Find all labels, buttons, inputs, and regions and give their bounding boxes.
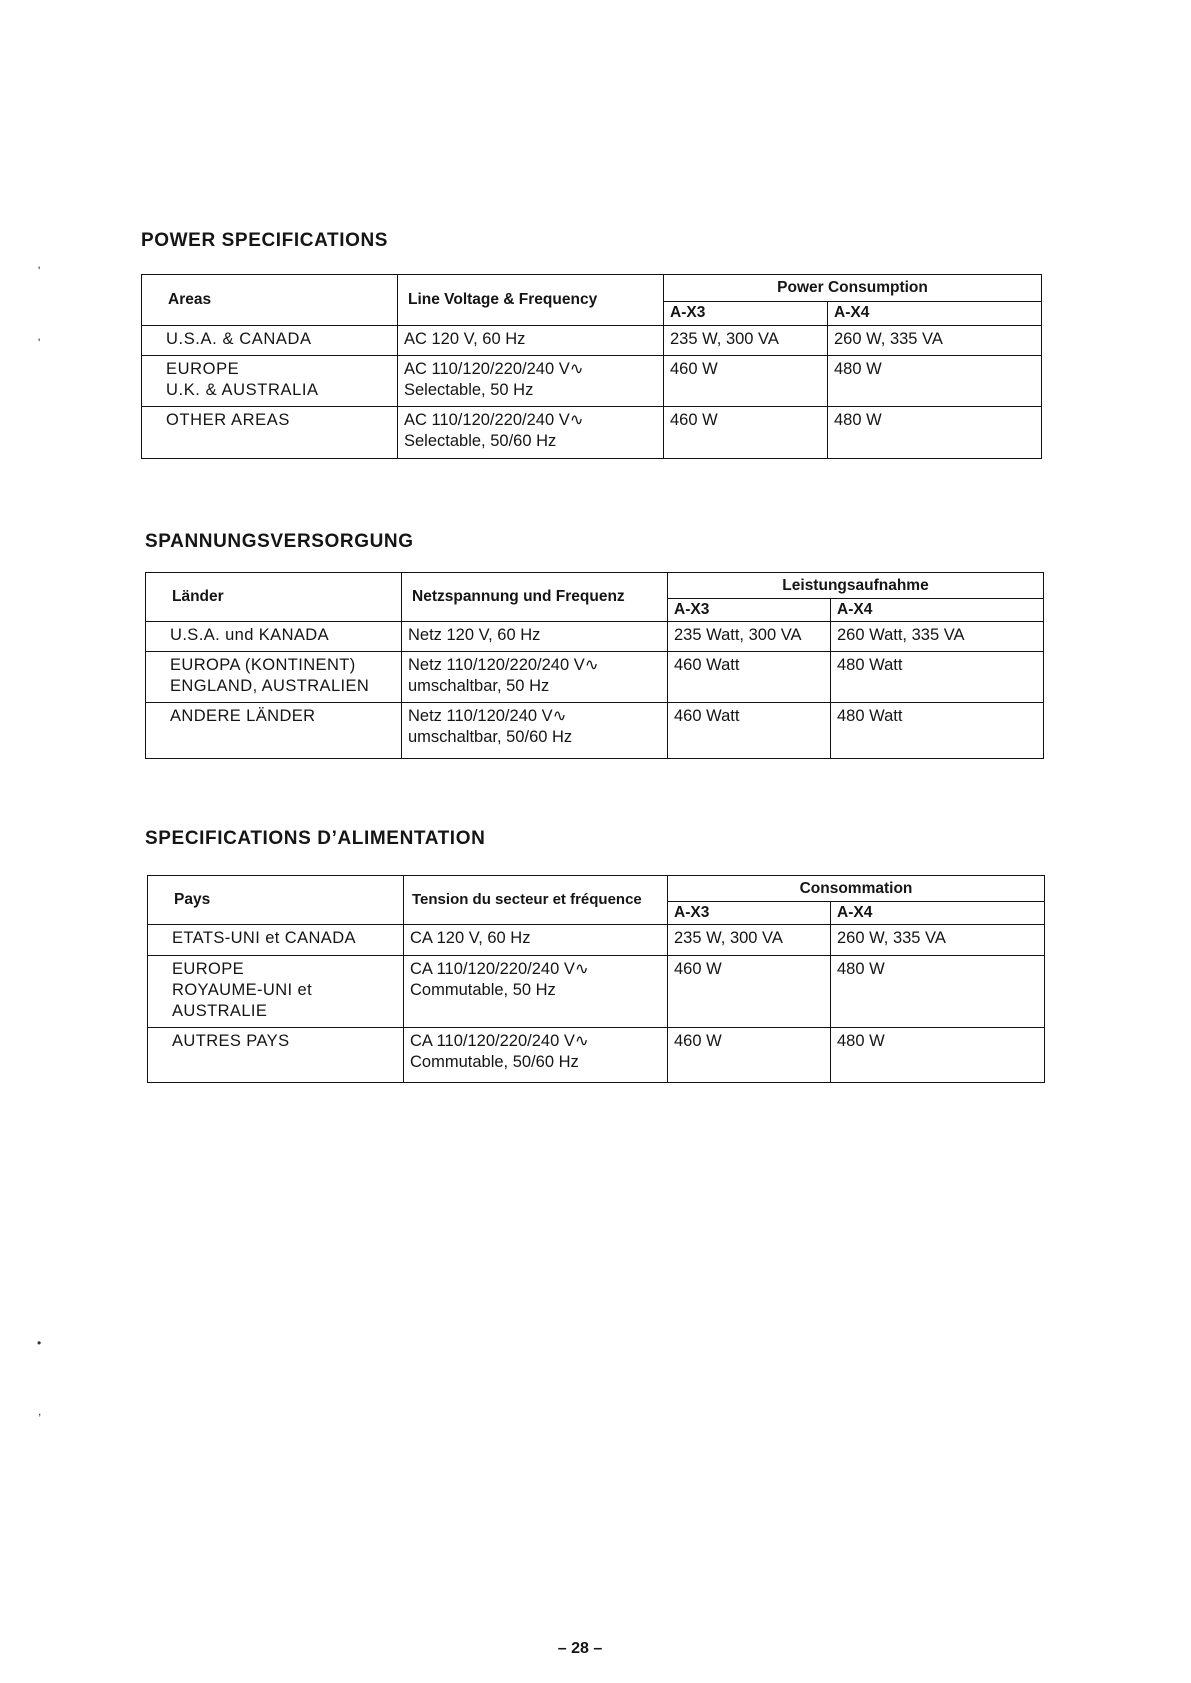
voltage-cell: Netz 110/120/240 V∿ umschaltbar, 50/60 Hz	[402, 703, 668, 759]
a-x4-consumption-cell: 480 W	[831, 1028, 1045, 1083]
table-row	[146, 652, 1044, 703]
section-title-english: POWER SPECIFICATIONS	[141, 230, 389, 251]
voltage-cell: AC 120 V, 60 Hz	[398, 326, 664, 356]
scan-speck: •	[37, 1336, 42, 1350]
a-x4-consumption-cell: 260 W, 335 VA	[831, 925, 1045, 956]
area-cell: ANDERE LÄNDER	[146, 703, 402, 759]
a-x4-consumption-cell: 480 W	[828, 407, 1042, 459]
a-x4-consumption-cell: 480 Watt	[831, 652, 1044, 703]
header-netzspannung: Netzspannung und Frequenz	[402, 573, 668, 622]
voltage-cell: CA 110/120/220/240 V∿ Commutable, 50/60 Hz	[404, 1028, 668, 1083]
area-cell: ETATS-UNI et CANADA	[148, 925, 404, 956]
table-row	[148, 1028, 1045, 1083]
table-row	[148, 956, 1045, 1028]
table-row	[148, 925, 1045, 956]
voltage-cell: AC 110/120/220/240 V∿ Selectable, 50/60 Hz	[398, 407, 664, 459]
header-consommation: Consommation	[668, 876, 1045, 902]
header-model-a-x3: A-X3	[668, 902, 831, 925]
voltage-cell: CA 120 V, 60 Hz	[404, 925, 668, 956]
header-laender: Länder	[146, 573, 402, 622]
voltage-cell: CA 110/120/220/240 V∿ Commutable, 50 Hz	[404, 956, 668, 1028]
header-leistungsaufnahme: Leistungsaufnahme	[668, 573, 1044, 599]
a-x4-consumption-cell: 260 W, 335 VA	[828, 326, 1042, 356]
scan-speck: ,	[38, 1404, 42, 1418]
header-tension: Tension du secteur et fréquence	[404, 876, 668, 925]
scan-speck: '	[38, 336, 41, 350]
a-x3-consumption-cell: 235 W, 300 VA	[664, 326, 828, 356]
table-row	[146, 703, 1044, 759]
a-x3-consumption-cell: 460 W	[664, 356, 828, 407]
a-x4-consumption-cell: 480 Watt	[831, 703, 1044, 759]
power-spec-table-english	[141, 274, 1042, 459]
table-row	[142, 356, 1042, 407]
a-x3-consumption-cell: 235 Watt, 300 VA	[668, 622, 831, 652]
header-line-voltage: Line Voltage & Frequency	[398, 275, 664, 326]
header-model-a-x4: A-X4	[828, 302, 1042, 326]
a-x3-consumption-cell: 235 W, 300 VA	[668, 925, 831, 956]
area-cell: EUROPA (KONTINENT) ENGLAND, AUSTRALIEN	[146, 652, 402, 703]
area-cell: OTHER AREAS	[142, 407, 398, 459]
header-pays: Pays	[148, 876, 404, 925]
power-spec-table-german	[145, 572, 1044, 759]
area-cell: EUROPE ROYAUME-UNI et AUSTRALIE	[148, 956, 404, 1028]
area-cell: U.S.A. und KANADA	[146, 622, 402, 652]
header-model-a-x4: A-X4	[831, 902, 1045, 925]
area-cell: EUROPE U.K. & AUSTRALIA	[142, 356, 398, 407]
voltage-cell: Netz 110/120/220/240 V∿ umschaltbar, 50 Hz	[402, 652, 668, 703]
header-model-a-x3: A-X3	[664, 302, 828, 326]
header-model-a-x3: A-X3	[668, 599, 831, 622]
power-spec-table-french	[147, 875, 1045, 1083]
table-row	[142, 407, 1042, 459]
voltage-cell: AC 110/120/220/240 V∿ Selectable, 50 Hz	[398, 356, 664, 407]
scan-speck: '	[38, 264, 41, 278]
table-row	[146, 622, 1044, 652]
a-x4-consumption-cell: 480 W	[828, 356, 1042, 407]
a-x3-consumption-cell: 460 W	[668, 956, 831, 1028]
page-number: – 28 –	[557, 1640, 603, 1657]
table-row	[142, 326, 1042, 356]
header-areas: Areas	[142, 275, 398, 326]
area-cell: U.S.A. & CANADA	[142, 326, 398, 356]
section-title-french: SPECIFICATIONS D’ALIMENTATION	[145, 828, 486, 849]
voltage-cell: Netz 120 V, 60 Hz	[402, 622, 668, 652]
section-title-german: SPANNUNGSVERSORGUNG	[145, 531, 414, 552]
area-cell: AUTRES PAYS	[148, 1028, 404, 1083]
a-x4-consumption-cell: 260 Watt, 335 VA	[831, 622, 1044, 652]
a-x3-consumption-cell: 460 Watt	[668, 652, 831, 703]
a-x3-consumption-cell: 460 W	[664, 407, 828, 459]
header-model-a-x4: A-X4	[831, 599, 1044, 622]
a-x3-consumption-cell: 460 Watt	[668, 703, 831, 759]
a-x3-consumption-cell: 460 W	[668, 1028, 831, 1083]
header-power-consumption: Power Consumption	[664, 275, 1042, 302]
a-x4-consumption-cell: 480 W	[831, 956, 1045, 1028]
